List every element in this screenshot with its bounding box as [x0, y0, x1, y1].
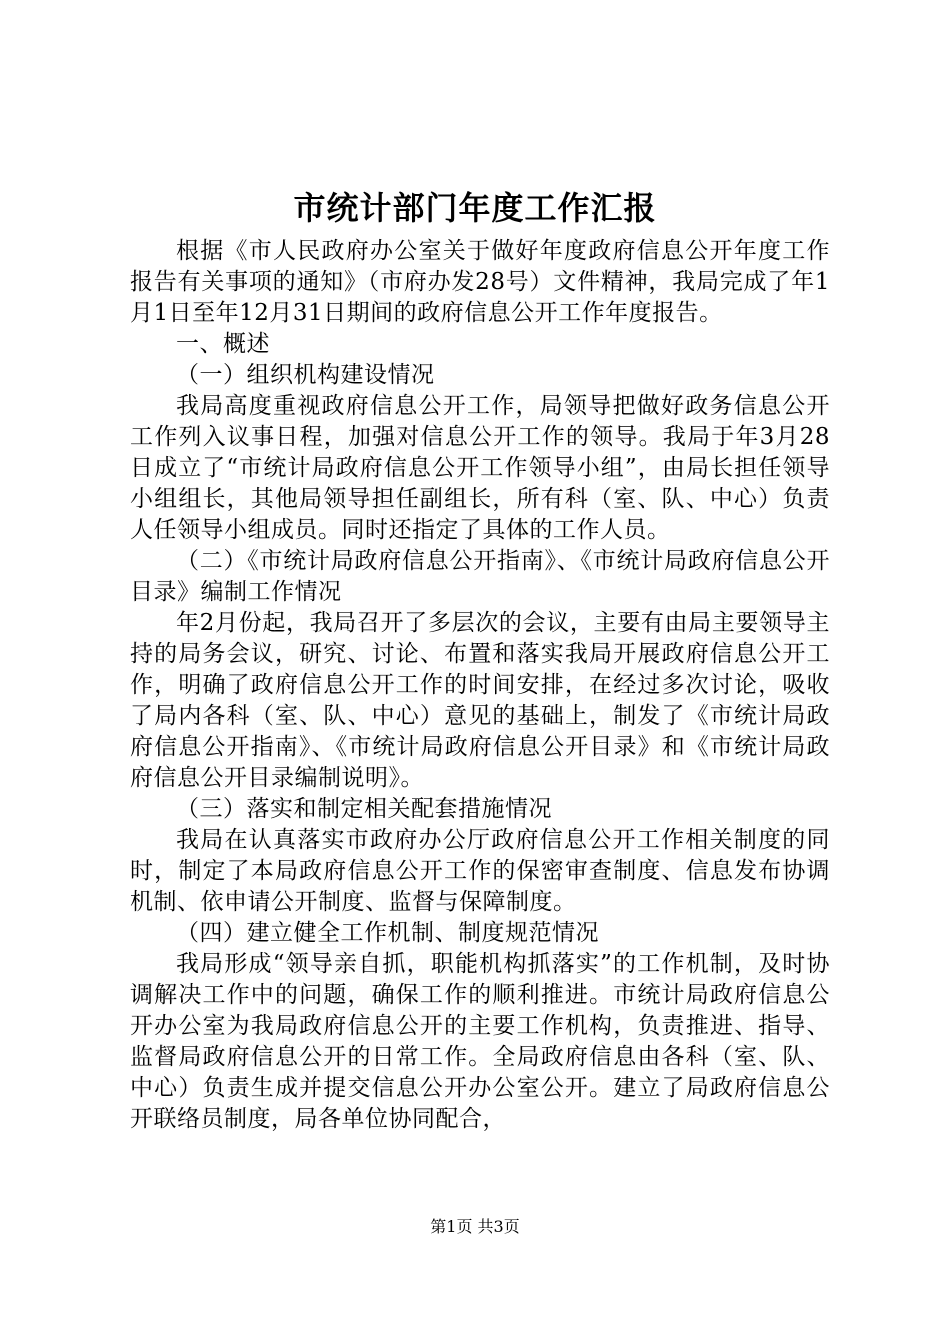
- paragraph-section-1: 我局高度重视政府信息公开工作，局领导把做好政务信息公开工作列入议事日程，加强对信息公开工作的领导。我局于年3月28日成立了“市统计局政府信息公开工作领导小组”，由局长担任领导小组组长，其他局领导担任副组长，所有科（室、队、中心）负责人任领导小组成员。同时还指定了具体的工作人员。: [130, 393, 830, 543]
- paragraph-section-2: 年2月份起，我局召开了多层次的会议，主要有由局主要领导主持的局务会议，研究、讨论、布置和落实我局开展政府信息公开工作，明确了政府信息公开工作的时间安排，在经过多次讨论，吸收了局内各科（室、队、中心）意见的基础上，制发了《市统计局政府信息公开指南》、《市统计局政府信息公开目录》和《市统计局政府信息公开目录编制说明》。: [130, 610, 830, 791]
- heading-overview: 一、概述: [176, 331, 270, 357]
- heading-section-3: （三）落实和制定相关配套措施情况: [176, 796, 552, 822]
- paragraph-intro: 根据《市人民政府办公室关于做好年度政府信息公开年度工作报告有关事项的通知》（市府办发28号）文件精神，我局完成了年1月1日至年12月31日期间的政府信息公开工作年度报告。: [130, 238, 830, 326]
- heading-section-2: （二）《市统计局政府信息公开指南》、《市统计局政府信息公开目录》编制工作情况: [130, 548, 830, 605]
- paragraph-section-3: 我局在认真落实市政府办公厅政府信息公开工作相关制度的同时，制定了本局政府信息公开工作的保密审查制度、信息发布协调机制、依申请公开制度、监督与保障制度。: [130, 827, 830, 915]
- heading-section-4: （四）建立健全工作机制、制度规范情况: [176, 920, 599, 946]
- page-number-footer: 第1页 共3页: [430, 1217, 520, 1236]
- paragraph-section-4: 我局形成“领导亲自抓，职能机构抓落实”的工作机制，及时协调解决工作中的问题，确保工作的顺利推进。市统计局政府信息公开办公室为我局政府信息公开的主要工作机构，负责推进、指导、监督局政府信息公开的日常工作。全局政府信息由各科（室、队、中心）负责生成并提交信息公开办公室公开。建立了局政府信息公开联络员制度，局各单位协同配合，: [130, 951, 830, 1132]
- document-body: [130, 236, 830, 1135]
- document-title: 市统计部门年度工作汇报: [293, 189, 657, 227]
- heading-section-1: （一）组织机构建设情况: [176, 362, 435, 388]
